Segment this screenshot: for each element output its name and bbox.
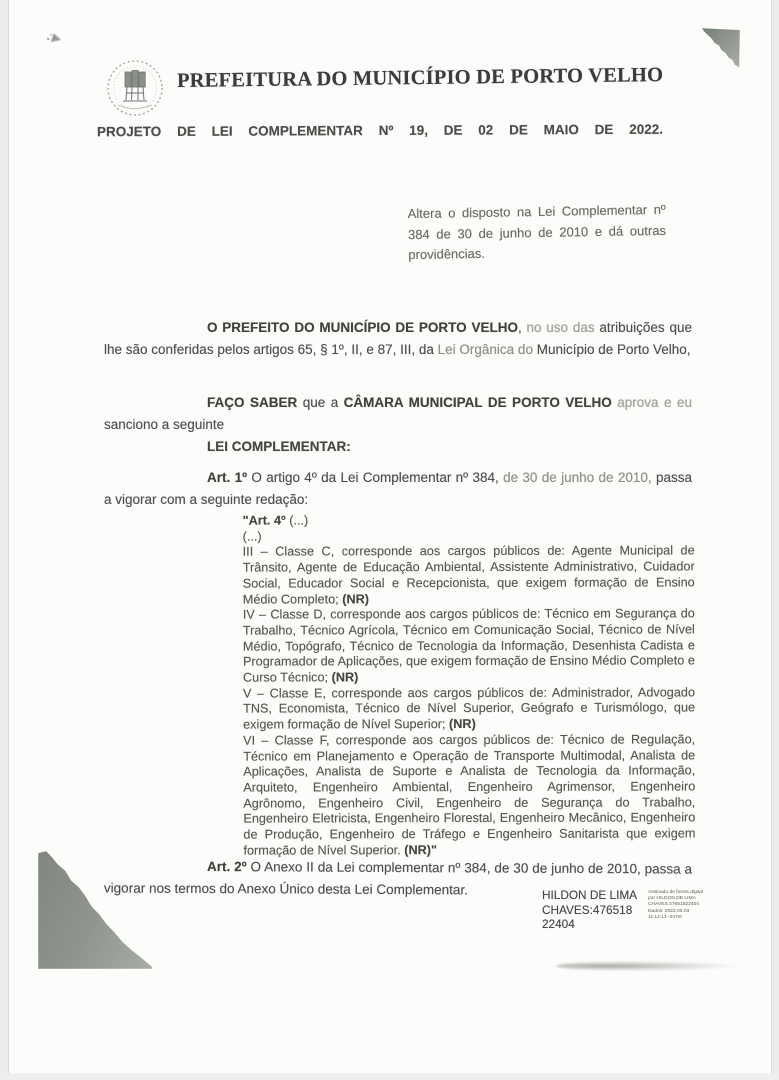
text-run: V – Classe E, corresponde aos cargos públicos de: Administrador, Advogado TNS, Economista, Técnico de Nível Superior, Geógrafo e Turismólogo, que exigem formação de Nível Superior;	[243, 685, 696, 732]
quote-item-6	[243, 732, 695, 859]
art4-label: "Art. 4º	[242, 513, 286, 528]
article-2-label: Art. 2º	[207, 859, 247, 875]
text-run: III – Classe C, corresponde aos cargos públicos de: Agente Municipal de Trânsito, Agente de Educação Ambiental, Assistente Administrativo, Cuidador Social, Educador Social e Recepcionista, que exigem formação de Ensino Médio Completo;	[242, 543, 695, 607]
nr-marker: (NR)"	[404, 842, 438, 857]
article-1-label: Art. 1º	[207, 470, 248, 485]
scan-smudge	[556, 961, 738, 971]
section-heading: LEI COMPLEMENTAR:	[207, 439, 351, 454]
page-bottom-edge	[0, 1073, 779, 1080]
faco-saber-lead-text: FAÇO SABER	[207, 395, 298, 410]
text-run: atribuições que lhe são conferidas pelos artigos 65, § 1º, II, e 87, III, da	[104, 320, 692, 358]
digital-signature-stamp	[648, 890, 714, 921]
quote-item-3	[243, 544, 695, 608]
quote-item-4	[243, 607, 695, 687]
stamp-line: CHAVES:47651822404	[648, 902, 700, 908]
nr-marker: (NR)	[331, 670, 359, 685]
pen-mark-dot	[46, 37, 49, 40]
quoted-amendment-block	[243, 512, 696, 859]
nr-marker: (NR)	[449, 717, 476, 732]
stamp-line: Dados: 2022.05.03	[648, 908, 690, 914]
article-1	[104, 467, 692, 512]
page-right-edge	[771, 0, 779, 1080]
camara-lead-text: CÂMARA MUNICIPAL DE PORTO VELHO	[343, 395, 612, 410]
text-run: Município de Porto Velho,	[532, 342, 691, 358]
text-run-faded: aprova e eu	[611, 395, 692, 410]
pen-smudge-mark	[44, 29, 66, 50]
quote-item-5	[243, 685, 695, 733]
quote-opening-line	[243, 512, 695, 529]
faco-saber-paragraph	[104, 392, 692, 437]
text-run: IV – Classe D, corresponde aos cargos públicos de: Técnico em Segurança do Trabalho, Técnico Agrícola, Técnico em Comunicação Social, Técnico de Nível Médio, Topógrafo, Técnico de Tecnologia da Informação, Desenhista Cadista e Programador de Aplicações, que exigem formação de Ensino Médio Completo e Curso Técnico;	[242, 606, 695, 685]
document-title: PROJETO DE LEI COMPLEMENTAR Nº 19, DE 02 DE MAIO DE 2022.	[96, 121, 664, 140]
page-left-edge	[0, 0, 9, 1080]
quote-ellipsis-line: (...)	[242, 529, 262, 544]
corner-fold-shadow	[698, 27, 740, 69]
preamble-paragraph	[104, 317, 692, 362]
text-run: que a	[297, 395, 344, 410]
pen-mark-arrow-icon	[51, 33, 62, 44]
text-run-faded: no uso das	[526, 320, 595, 335]
city-seal-icon	[96, 55, 174, 123]
nr-marker: (NR)	[342, 591, 370, 606]
text-run: passa a vigorar com a seguinte redação:	[104, 470, 692, 508]
text-run: O Anexo II da Lei complementar nº 384, de 30 de junho de 2010, passa a vigorar nos termos do Anexo Único desta Lei Complementar.	[103, 859, 693, 898]
text-run: ,	[517, 320, 527, 335]
signer-name: HILDON DE LIMA CHAVES:476518 22404	[542, 888, 637, 932]
stamp-line: 11:12:14 -04'00'	[648, 914, 683, 920]
text-run: O artigo 4º da Lei Complementar nº 384,	[247, 470, 504, 485]
text-run: VI – Classe F, corresponde aos cargos públicos de: Técnico de Regulação, Técnico em Planejamento e Operação de Transporte Multimodal, Analista de Aplicações, Analista de Suporte e Analista de Tecnologia da Informação, Arquiteto, Engenheiro Ambiental, Engenheiro Agrimensor, Engenheiro Agrônomo, Engenheiro Civil, Engenheiro de Segurança do Trabalho, Engenheiro Eletricista, Engenheiro Florestal, Engenheiro Mecânico, Engenheiro de Produção, Engenheiro de Tráfego e Engenheiro Sanitarista que exigem formação de Nível Superior.	[243, 732, 696, 858]
text-run-faded: Lei Orgânica do	[437, 342, 533, 358]
text-run-faded: de 30 de junho de 2010,	[503, 470, 652, 485]
prefeito-lead-text: O PREFEITO DO MUNICÍPIO DE PORTO VELHO	[207, 320, 518, 335]
text-run: sanciono a seguinte	[104, 417, 225, 433]
text-run: (...)	[285, 513, 309, 528]
stamp-line: por HILDON DE LIMA	[648, 896, 696, 902]
stamp-line: Assinado de forma digital	[648, 890, 703, 895]
signature-block	[542, 888, 702, 932]
institution-name: PREFEITURA DO MUNICÍPIO DE PORTO VELHO	[176, 64, 664, 93]
ementa-summary: Altera o disposto na Lei Complementar nº 384 de 30 de junho de 2010 e dá outras providências.	[407, 201, 667, 263]
